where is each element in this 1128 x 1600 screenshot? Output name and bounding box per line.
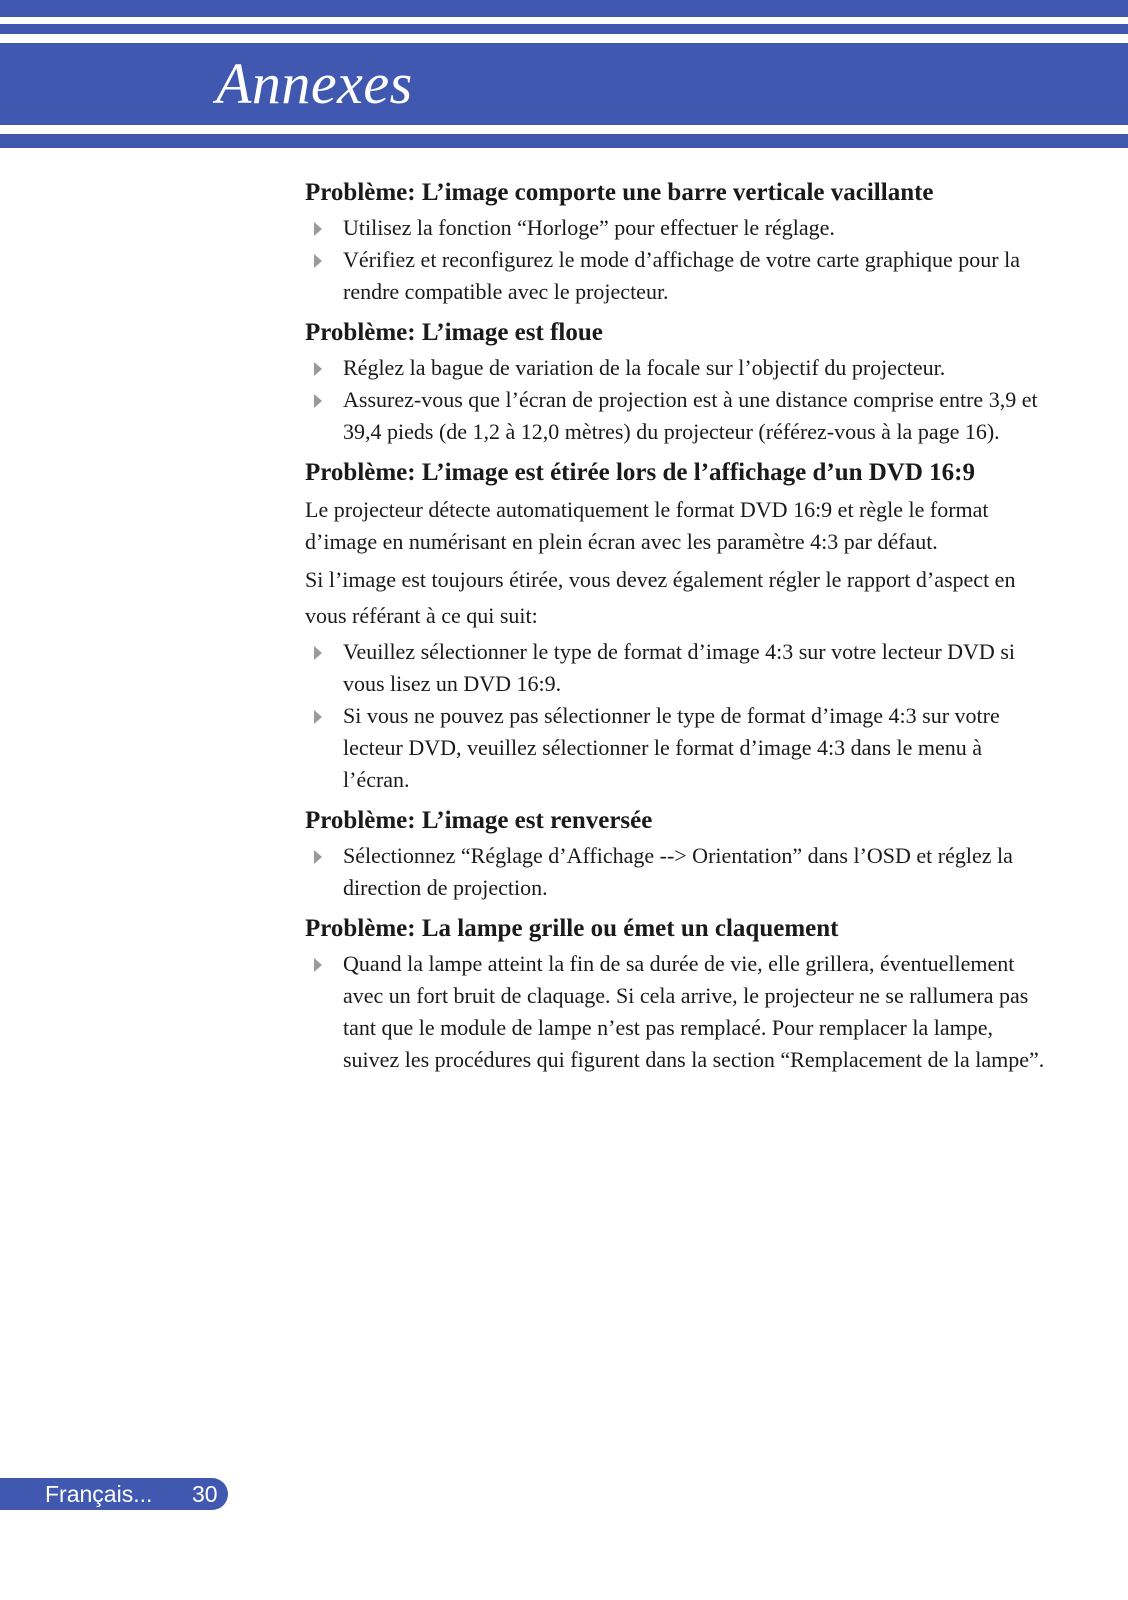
list-item: [305, 948, 1050, 1076]
bullet-list: [305, 948, 1050, 1076]
main-content: [305, 176, 1050, 1084]
section-title: Problème: L’image est floue: [305, 319, 603, 346]
bullet-arrow-icon: [314, 362, 322, 376]
bullet-list: [305, 840, 1050, 904]
list-item-text: Vérifiez et reconfigurez le mode d’affichage de votre carte graphique pour la rendre compatible avec le projecteur.: [343, 247, 1020, 304]
footer-language: Français...: [45, 1481, 153, 1507]
section-lamp-popping: [305, 912, 1050, 1076]
page-footer-tab: [0, 1478, 228, 1510]
list-item: [305, 352, 1050, 384]
header-title-band: [0, 43, 1128, 125]
bullet-list: [305, 636, 1050, 796]
list-item-text: Assurez-vous que l’écran de projection est à une distance comprise entre 3,9 et 39,4 pieds (de 1,2 à 12,0 mètres) du projecteur (référez-vous à la page 16).: [343, 387, 1038, 444]
page-title: Annexes: [216, 51, 413, 116]
bullet-arrow-icon: [314, 850, 322, 864]
page-number: 30: [192, 1481, 218, 1507]
bullet-arrow-icon: [314, 254, 322, 268]
list-item: [305, 244, 1050, 308]
header-stripe: [0, 0, 1128, 17]
list-item-text: Utilisez la fonction “Horloge” pour effectuer le réglage.: [343, 215, 835, 240]
section-inverted-image: [305, 804, 1050, 904]
list-item-text: Quand la lampe atteint la fin de sa durée de vie, elle grillera, éventuellement avec un fort bruit de claquage. Si cela arrive, le projecteur ne se rallumera pas tant que le module de lampe n’est pas remplacé. Pour remplacer la lampe, suivez les procédures qui figurent dans la section “Remplacement de la lampe”.: [343, 951, 1045, 1072]
section-vertical-bar: [305, 176, 1050, 308]
bullet-arrow-icon: [314, 646, 322, 660]
list-item: [305, 840, 1050, 904]
list-item: [305, 636, 1050, 700]
list-item-text: Sélectionnez “Réglage d’Affichage --> Orientation” dans l’OSD et réglez la direction de projection.: [343, 843, 1013, 900]
list-item-text: Veuillez sélectionner le type de format d’image 4:3 sur votre lecteur DVD si vous lisez un DVD 16:9.: [343, 639, 1015, 696]
list-item-text: Si vous ne pouvez pas sélectionner le type de format d’image 4:3 sur votre lecteur DVD, veuillez sélectionner le format d’image 4:3 dans le menu à l’écran.: [343, 703, 1000, 792]
header-stripe: [0, 24, 1128, 34]
bullet-list: [305, 352, 1050, 448]
list-item: [305, 212, 1050, 244]
list-item-text: Réglez la bague de variation de la focale sur l’objectif du projecteur.: [343, 355, 946, 380]
paragraph: Le projecteur détecte automatiquement le format DVD 16:9 et règle le format d’image en numérisant en plein écran avec les paramètre 4:3 par défaut.: [305, 497, 989, 554]
header-banner: [0, 0, 1128, 150]
bullet-list: [305, 212, 1050, 308]
section-title: Problème: L’image comporte une barre verticale vacillante: [305, 179, 934, 206]
header-stripe: [0, 134, 1128, 148]
section-title: Problème: L’image est renversée: [305, 807, 653, 834]
section-title: Problème: La lampe grille ou émet un claquement: [305, 915, 839, 942]
section-stretched-dvd: [305, 456, 1050, 796]
bullet-arrow-icon: [314, 394, 322, 408]
bullet-arrow-icon: [314, 710, 322, 724]
paragraph: Si l’image est toujours étirée, vous devez également régler le rapport d’aspect en vous référant à ce qui suit:: [305, 567, 1016, 628]
section-title: Problème: L’image est étirée lors de l’affichage d’un DVD 16:9: [305, 459, 975, 486]
section-blurry-image: [305, 316, 1050, 448]
list-item: [305, 700, 1050, 796]
bullet-arrow-icon: [314, 222, 322, 236]
bullet-arrow-icon: [314, 958, 322, 972]
list-item: [305, 384, 1050, 448]
